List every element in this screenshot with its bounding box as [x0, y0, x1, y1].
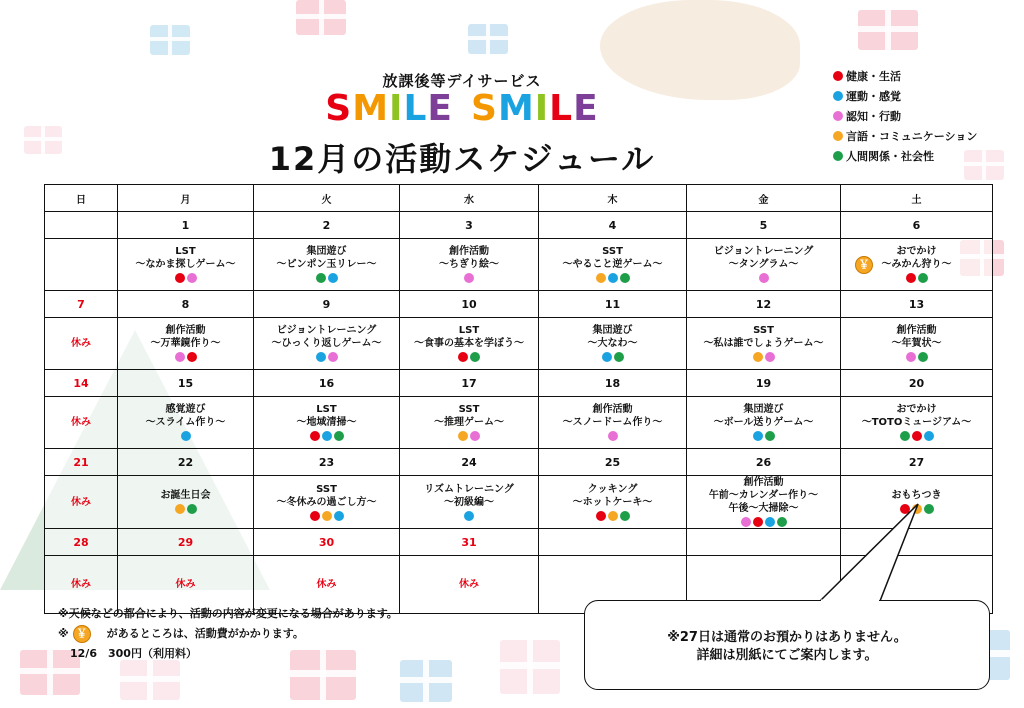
category-dots — [118, 503, 253, 515]
category-dot-icon — [310, 431, 320, 441]
category-dot-icon — [322, 431, 332, 441]
category-dots — [539, 272, 686, 284]
weekday-header: 水 — [400, 185, 539, 212]
date-cell: 22 — [118, 449, 254, 476]
date-cell: 6 — [841, 212, 993, 239]
activity-name: 創作活動 — [592, 404, 633, 415]
category-dot-icon — [464, 511, 474, 521]
activity-cell — [45, 476, 118, 529]
activity-cell — [254, 239, 400, 291]
category-dots — [254, 510, 399, 522]
date-cell: 27 — [841, 449, 993, 476]
date-cell: 30 — [254, 529, 400, 556]
category-dot-icon — [596, 511, 606, 521]
legend-label: 運動・感覚 — [846, 90, 901, 103]
activity-name: 創作活動 — [743, 477, 784, 488]
category-dots — [118, 272, 253, 284]
category-dot-icon — [918, 273, 928, 283]
category-dots — [400, 272, 538, 284]
closed-label: 休み — [71, 338, 91, 349]
brand-letter: L — [403, 88, 428, 129]
activity-name: 集団遊び — [306, 246, 347, 257]
activity-cell — [539, 397, 687, 449]
date-cell: 24 — [400, 449, 539, 476]
legend-item — [833, 146, 977, 166]
category-dot-icon — [596, 273, 606, 283]
legend-label: 人間関係・社会性 — [846, 150, 934, 163]
activity-detail: ～初級編～ — [444, 496, 494, 508]
date-cell — [687, 529, 841, 556]
category-dot-icon — [464, 273, 474, 283]
closed-label: 休み — [459, 579, 479, 590]
weekday-header: 月 — [118, 185, 254, 212]
date-cell: 12 — [687, 291, 841, 318]
activity-name: SST — [458, 404, 480, 415]
activity-detail: ～やること逆ゲーム～ — [562, 259, 663, 270]
date-cell: 13 — [841, 291, 993, 318]
category-dots — [687, 351, 840, 363]
activity-name: お誕生日会 — [160, 490, 211, 501]
category-dots — [400, 510, 538, 522]
brand-letter: L — [549, 88, 574, 129]
activity-cell — [841, 476, 993, 529]
category-dot-icon — [741, 517, 751, 527]
yen-icon: ￥ — [73, 625, 91, 643]
category-dot-icon — [334, 431, 344, 441]
category-dot-icon — [608, 273, 618, 283]
brand-letter: M — [352, 88, 390, 129]
category-dot-icon — [334, 511, 344, 521]
category-dot-icon — [900, 504, 910, 514]
weekday-header: 土 — [841, 185, 993, 212]
activity-detail: ～推理ゲーム～ — [434, 417, 504, 428]
yen-icon: ￥ — [855, 256, 873, 274]
category-dot-icon — [777, 517, 787, 527]
date-cell: 10 — [400, 291, 539, 318]
activity-detail: 午前～カレンダー作り～ — [708, 490, 819, 501]
category-dots — [687, 430, 840, 442]
category-dot-icon — [765, 517, 775, 527]
legend-item — [833, 126, 977, 146]
brand-logo — [0, 88, 924, 129]
date-cell: 3 — [400, 212, 539, 239]
activity-name: 創作活動 — [165, 325, 206, 336]
category-dot-icon — [187, 504, 197, 514]
activity-detail: ～年賀状～ — [891, 338, 942, 349]
activity-cell — [841, 318, 993, 370]
date-cell: 16 — [254, 370, 400, 397]
activity-detail: ～ホットケーキ～ — [572, 496, 653, 508]
activity-name: LST — [175, 246, 196, 257]
weekday-header-row — [45, 185, 993, 212]
category-dots — [118, 430, 253, 442]
date-cell: 15 — [118, 370, 254, 397]
activity-name: SST — [753, 325, 774, 336]
activity-detail: ～私は誰でしょうゲーム～ — [703, 338, 824, 349]
activity-name: 感覚遊び — [165, 404, 206, 415]
closed-label: 休み — [316, 579, 337, 590]
legend-dot-icon — [833, 151, 843, 161]
category-dot-icon — [765, 431, 775, 441]
category-dots — [254, 351, 399, 363]
category-dot-icon — [175, 352, 185, 362]
activity-cell — [400, 476, 539, 529]
note-weather: ※天候などの都合により、活動の内容が変更になる場合があります。 — [58, 607, 398, 620]
activity-cell — [687, 397, 841, 449]
activity-name: クッキング — [587, 483, 638, 495]
date-cell: 31 — [400, 529, 539, 556]
category-dot-icon — [322, 511, 332, 521]
category-dots — [539, 430, 686, 442]
activity-cell — [45, 239, 118, 291]
date-cell: 18 — [539, 370, 687, 397]
date-cell: 29 — [118, 529, 254, 556]
activity-detail: ～ちぎり絵～ — [439, 259, 499, 270]
category-dot-icon — [316, 273, 326, 283]
date-cell — [841, 529, 993, 556]
brand-letter: E — [573, 88, 599, 129]
date-cell: 23 — [254, 449, 400, 476]
legend-item — [833, 86, 977, 106]
gift-box-decoration — [500, 640, 560, 694]
activity-row — [45, 476, 993, 529]
brand-letter: I — [534, 88, 550, 129]
weekday-header: 日 — [45, 185, 118, 212]
category-dots — [254, 272, 399, 284]
weekday-header: 火 — [254, 185, 400, 212]
activity-name: 集団遊び — [743, 404, 784, 415]
activity-detail: ～TOTOミュージアム～ — [861, 417, 972, 428]
brand-letter: S — [325, 88, 353, 129]
date-cell: 8 — [118, 291, 254, 318]
category-dot-icon — [759, 273, 769, 283]
category-dots — [539, 351, 686, 363]
category-dots — [400, 351, 538, 363]
date-cell: 25 — [539, 449, 687, 476]
category-dot-icon — [181, 431, 191, 441]
brand-letter: M — [497, 88, 535, 129]
date-cell: 20 — [841, 370, 993, 397]
activity-cell — [118, 476, 254, 529]
date-cell: 14 — [45, 370, 118, 397]
activity-name: 創作活動 — [896, 325, 937, 336]
activity-cell — [687, 476, 841, 529]
legend-dot-icon — [833, 91, 843, 101]
category-dots — [687, 272, 840, 284]
activity-cell — [539, 318, 687, 370]
activity-detail: ～みかん狩り～ — [881, 259, 952, 270]
category-dot-icon — [187, 352, 197, 362]
page-title: 12月の活動スケジュール — [268, 140, 656, 178]
activity-name: SST — [316, 483, 337, 495]
notice-line-2: 詳細は別紙にてご案内します。 — [696, 648, 878, 663]
category-dot-icon — [924, 504, 934, 514]
date-row — [45, 212, 993, 239]
date-cell: 9 — [254, 291, 400, 318]
date-cell: 28 — [45, 529, 118, 556]
category-dot-icon — [620, 273, 630, 283]
activity-row — [45, 318, 993, 370]
activity-detail: 午後～大掃除～ — [728, 503, 799, 514]
activity-cell — [400, 318, 539, 370]
category-dot-icon — [175, 504, 185, 514]
closed-label: 休み — [71, 579, 91, 590]
date-row — [45, 529, 993, 556]
activity-detail: ～大なわ～ — [587, 338, 638, 349]
weekday-header: 木 — [539, 185, 687, 212]
date-cell: 1 — [118, 212, 254, 239]
category-dot-icon — [187, 273, 197, 283]
category-dot-icon — [912, 431, 922, 441]
activity-name: おでかけ — [896, 246, 937, 257]
activity-cell — [841, 239, 993, 291]
fee-detail: 12/6 300円（利用料） — [70, 647, 197, 660]
category-dot-icon — [765, 352, 775, 362]
activity-row — [45, 397, 993, 449]
activity-detail: ～タングラム～ — [728, 259, 799, 270]
date-cell: 19 — [687, 370, 841, 397]
activity-cell — [687, 318, 841, 370]
activity-detail: ～地域清掃～ — [296, 417, 357, 428]
note-fee-prefix: ※ — [58, 627, 69, 640]
activity-detail: ～ひっくり返しゲーム～ — [271, 338, 382, 349]
activity-name: おでかけ — [896, 404, 937, 415]
gift-box-decoration — [120, 660, 180, 700]
legend-dot-icon — [833, 111, 843, 121]
activity-cell — [118, 397, 254, 449]
notice-line-1: ※27日は通常のお預かりはありません。 — [667, 630, 907, 645]
activity-detail: ～なかま探しゲーム～ — [135, 259, 236, 270]
activity-cell — [118, 239, 254, 291]
category-dot-icon — [328, 273, 338, 283]
category-dot-icon — [918, 352, 928, 362]
brand-letter: S — [471, 88, 498, 129]
activity-name: 集団遊び — [592, 325, 633, 336]
brand-letter: E — [427, 88, 453, 129]
date-cell: 11 — [539, 291, 687, 318]
date-row — [45, 291, 993, 318]
activity-detail: ～冬休みの過ごし方～ — [276, 496, 377, 508]
activity-detail: ～ピンポン玉リレー～ — [276, 259, 377, 270]
closed-label: 休み — [71, 417, 91, 428]
activity-detail: ～食事の基本を学ぼう～ — [414, 338, 524, 349]
date-cell — [539, 529, 687, 556]
date-row — [45, 370, 993, 397]
activity-cell — [400, 239, 539, 291]
category-dots — [254, 430, 399, 442]
activity-cell — [687, 239, 841, 291]
activity-cell — [539, 476, 687, 529]
activity-calendar — [44, 184, 993, 614]
date-cell: 5 — [687, 212, 841, 239]
activity-cell — [254, 318, 400, 370]
category-dot-icon — [328, 352, 338, 362]
category-dot-icon — [470, 431, 480, 441]
category-dot-icon — [753, 517, 763, 527]
date-cell: 4 — [539, 212, 687, 239]
activity-name: LST — [458, 325, 480, 336]
activity-cell — [45, 318, 118, 370]
notes — [58, 604, 398, 664]
activity-detail: ～スライム作り～ — [145, 417, 226, 428]
category-dots — [841, 272, 992, 284]
category-dots — [118, 351, 253, 363]
category-dot-icon — [900, 431, 910, 441]
activity-cell — [254, 397, 400, 449]
category-legend — [833, 66, 977, 166]
closed-label: 休み — [71, 496, 91, 508]
category-dot-icon — [175, 273, 185, 283]
provider-label: 放課後等デイサービス — [382, 72, 542, 90]
category-dot-icon — [753, 352, 763, 362]
activity-name: ビジョントレーニング — [276, 325, 377, 336]
category-dot-icon — [458, 352, 468, 362]
category-dot-icon — [608, 511, 618, 521]
activity-row — [45, 239, 993, 291]
category-dot-icon — [906, 273, 916, 283]
activity-name: ビジョントレーニング — [713, 246, 814, 257]
date-row — [45, 449, 993, 476]
date-cell: 21 — [45, 449, 118, 476]
holiday-notice-bubble — [584, 600, 990, 690]
category-dot-icon — [924, 431, 934, 441]
category-dot-icon — [912, 504, 922, 514]
legend-dot-icon — [833, 131, 843, 141]
category-dots — [841, 503, 992, 515]
activity-name: LST — [316, 404, 337, 415]
activity-name: おもちつき — [891, 490, 942, 501]
activity-name: リズムトレーニング — [424, 483, 514, 495]
activity-name: SST — [602, 246, 623, 257]
category-dot-icon — [608, 431, 618, 441]
category-dot-icon — [316, 352, 326, 362]
date-cell: 17 — [400, 370, 539, 397]
activity-cell — [45, 397, 118, 449]
legend-label: 健康・生活 — [846, 70, 901, 83]
brand-letter: I — [389, 88, 404, 129]
category-dot-icon — [470, 352, 480, 362]
date-cell: 26 — [687, 449, 841, 476]
activity-cell — [400, 397, 539, 449]
category-dot-icon — [602, 352, 612, 362]
category-dot-icon — [753, 431, 763, 441]
closed-label: 休み — [175, 579, 196, 590]
activity-detail: ～スノードーム作り～ — [562, 417, 663, 428]
date-cell: 7 — [45, 291, 118, 318]
legend-item — [833, 66, 977, 86]
date-cell: 2 — [254, 212, 400, 239]
date-cell — [45, 212, 118, 239]
category-dot-icon — [310, 511, 320, 521]
legend-label: 言語・コミュニケーション — [846, 130, 978, 143]
legend-dot-icon — [833, 71, 843, 81]
activity-cell — [841, 397, 993, 449]
note-fee — [58, 624, 398, 644]
category-dots — [400, 430, 538, 442]
activity-cell — [539, 239, 687, 291]
gift-box-decoration — [400, 660, 452, 702]
legend-label: 認知・行動 — [846, 110, 901, 123]
category-dot-icon — [458, 431, 468, 441]
note-fee-text: があるところは、活動費がかかります。 — [106, 627, 304, 640]
category-dots — [539, 510, 686, 522]
category-dots — [841, 351, 992, 363]
activity-cell — [118, 318, 254, 370]
activity-detail: ～万華鏡作り～ — [150, 338, 221, 349]
category-dot-icon — [614, 352, 624, 362]
category-dot-icon — [620, 511, 630, 521]
legend-item — [833, 106, 977, 126]
weekday-header: 金 — [687, 185, 841, 212]
activity-name: 創作活動 — [449, 246, 489, 257]
activity-cell — [400, 556, 539, 614]
category-dot-icon — [906, 352, 916, 362]
category-dots — [687, 516, 840, 528]
activity-cell — [254, 476, 400, 529]
activity-detail: ～ボール送りゲーム～ — [713, 417, 814, 428]
category-dots — [841, 430, 992, 442]
